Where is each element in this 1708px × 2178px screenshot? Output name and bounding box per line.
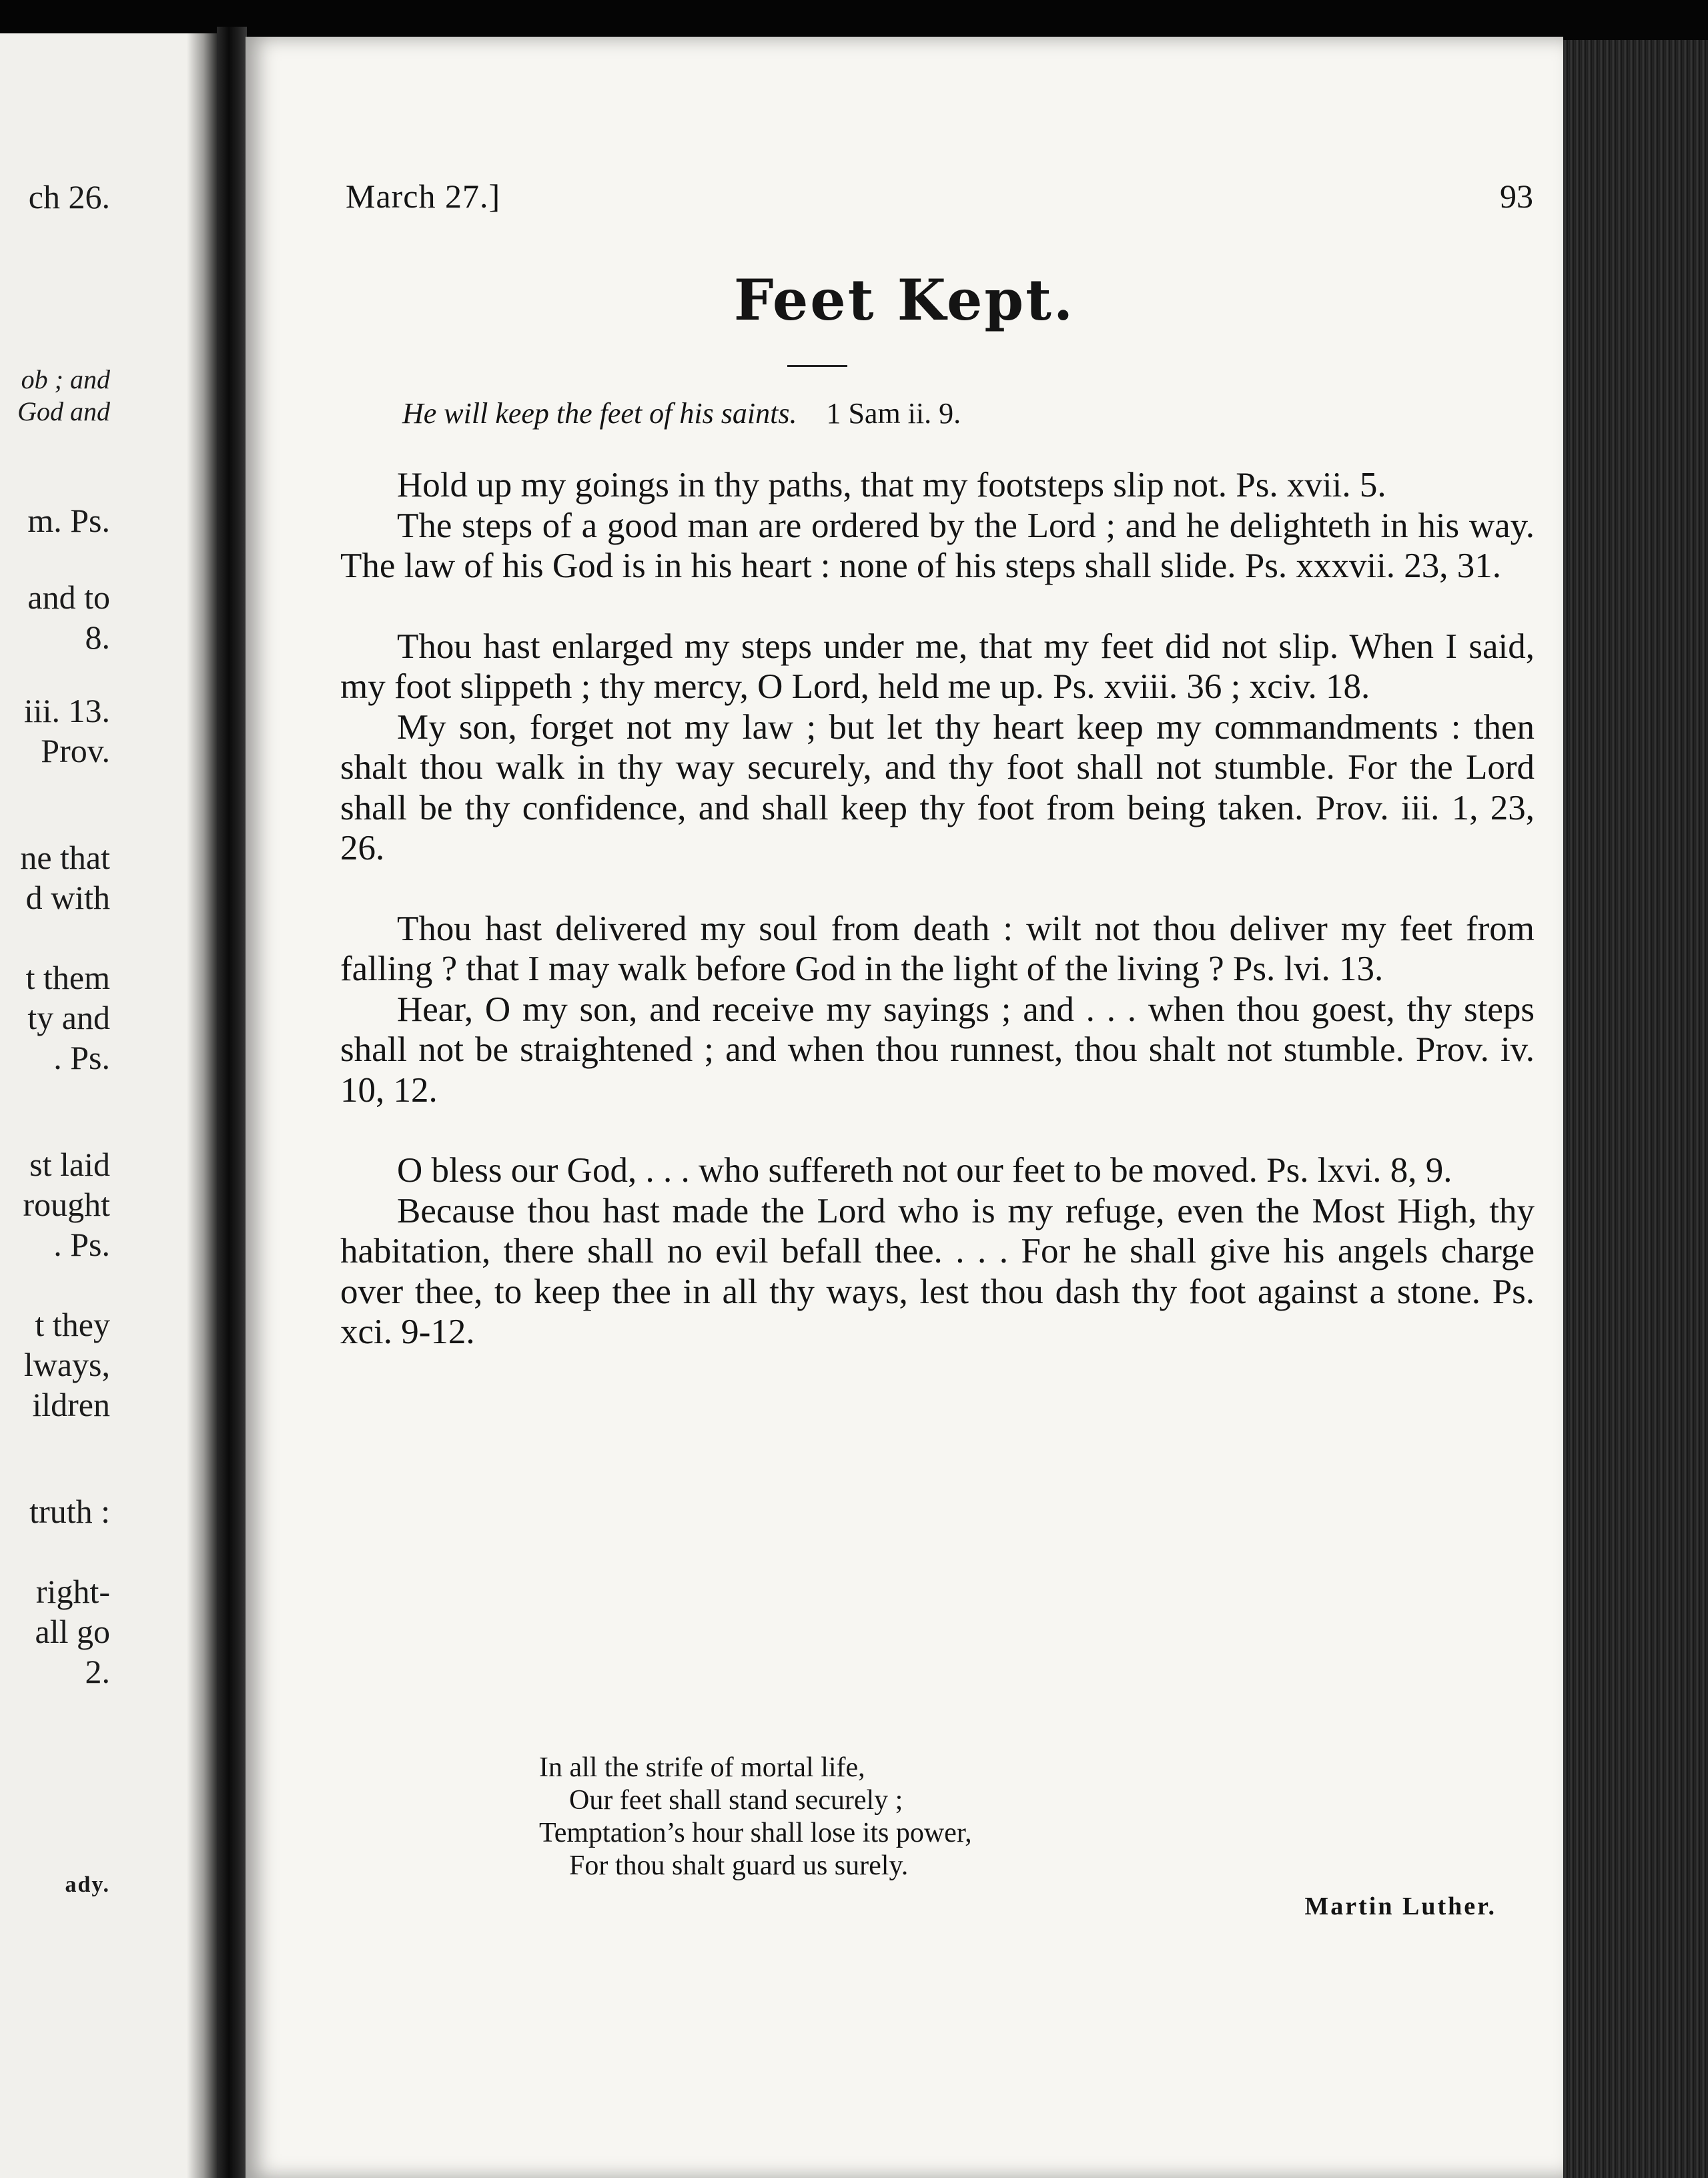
left-page-fragment: right- (35, 1573, 110, 1610)
left-page-fragment: lways, (23, 1346, 110, 1383)
left-page-fragment: ady. (65, 1872, 110, 1897)
left-page-gutter-shadow (187, 33, 217, 2178)
verse-paragraph: Because thou hast made the Lord who is my refuge, even the Most High, thy habitation, there shall no evil befall thee. . . . For he shall give his angels charge over thee, to keep thee in all thy ways, lest thou dash thy foot against a stone. Ps. xci. 9-12. (340, 1191, 1535, 1351)
left-page-fragment: st laid (29, 1146, 110, 1183)
left-page-fragment: t them (25, 959, 110, 996)
page-number: 93 (1500, 177, 1533, 215)
left-page-fragment: . Ps. (53, 1226, 110, 1263)
left-page-fragment: iii. 13. (23, 692, 110, 729)
left-page-fragment: ty and (27, 999, 110, 1036)
left-page-fragment: Prov. (41, 732, 110, 769)
epigraph-quote: He will keep the feet of his saints. (402, 397, 797, 430)
left-page-fragment: d with (25, 879, 110, 916)
poem-attribution: Martin Luther. (1304, 1892, 1497, 1920)
left-page-fragment: and to (27, 579, 110, 616)
epigraph-reference: 1 Sam ii. 9. (826, 397, 961, 430)
verse-paragraph: Thou hast delivered my soul from death : wilt not thou deliver my feet from falling ? that I may walk before God in the light of the living ? Ps. lvi. 13. (340, 909, 1535, 988)
page-title: Feet Kept. (733, 267, 1076, 333)
left-page-fragment: m. Ps. (27, 502, 110, 539)
left-page-fragment: truth : (29, 1493, 110, 1530)
epigraph (402, 394, 1537, 434)
book-spine (217, 27, 247, 2178)
left-page-fragment: ch 26. (28, 178, 110, 216)
left-page-fragment: God and (17, 396, 110, 426)
left-page-fragment: ob ; and (21, 364, 110, 394)
left-page-fragment: ildren (32, 1386, 110, 1423)
verse-paragraph: My son, forget not my law ; but let thy heart keep my commandments : then shalt thou walk in thy way securely, and thy foot shall not stumble. For the Lord shall be thy confidence, and shall keep thy foot from being taken. Prov. iii. 1, 23, 26. (340, 707, 1535, 867)
body-text (340, 465, 1535, 1353)
left-page-text-fragments (0, 33, 217, 2178)
verse-paragraph: Hear, O my son, and receive my sayings ; and . . . when thou goest, thy steps shall not be straightened ; and when thou runnest, thou shalt not stumble. Prov. iv. 10, 12. (340, 990, 1535, 1110)
main-page (246, 37, 1563, 2178)
left-page-fragment: t they (35, 1306, 110, 1343)
left-page-fragment: . Ps. (53, 1039, 110, 1076)
left-page-fragment: all go (35, 1613, 110, 1650)
poem-line: Our feet shall stand securely ; (569, 1785, 903, 1816)
poem-line: For thou shalt guard us surely. (569, 1850, 909, 1881)
verse-paragraph: Hold up my goings in thy paths, that my footsteps slip not. Ps. xvii. 5. (397, 466, 1386, 504)
verse-paragraph: Thou hast enlarged my steps under me, that my feet did not slip. When I said, my foot slippeth ; thy mercy, O Lord, held me up. Ps. xviii. 36 ; xciv. 18. (340, 627, 1535, 706)
running-header (346, 177, 1533, 230)
left-page-fragment: 8. (85, 619, 110, 656)
left-facing-page (0, 33, 217, 2178)
left-page-fragment: rought (23, 1186, 110, 1223)
poem-line: Temptation’s hour shall lose its power, (539, 1818, 972, 1848)
verse-paragraph: The steps of a good man are ordered by the Lord ; and he delighteth in his way. The law of his God is in his heart : none of his steps shall slide. Ps. xxxvii. 23, 31. (340, 506, 1535, 585)
poem-line: In all the strife of mortal life, (539, 1752, 865, 1783)
running-title: March 27.] (346, 177, 501, 215)
title-divider (787, 365, 847, 367)
left-page-fragment: ne that (20, 839, 110, 876)
page-stack-edge (1563, 40, 1708, 2178)
left-page-fragment: 2. (85, 1653, 110, 1690)
poem (539, 1752, 1473, 1882)
verse-paragraph: O bless our God, . . . who suffereth not our feet to be moved. Ps. lxvi. 8, 9. (397, 1151, 1452, 1190)
